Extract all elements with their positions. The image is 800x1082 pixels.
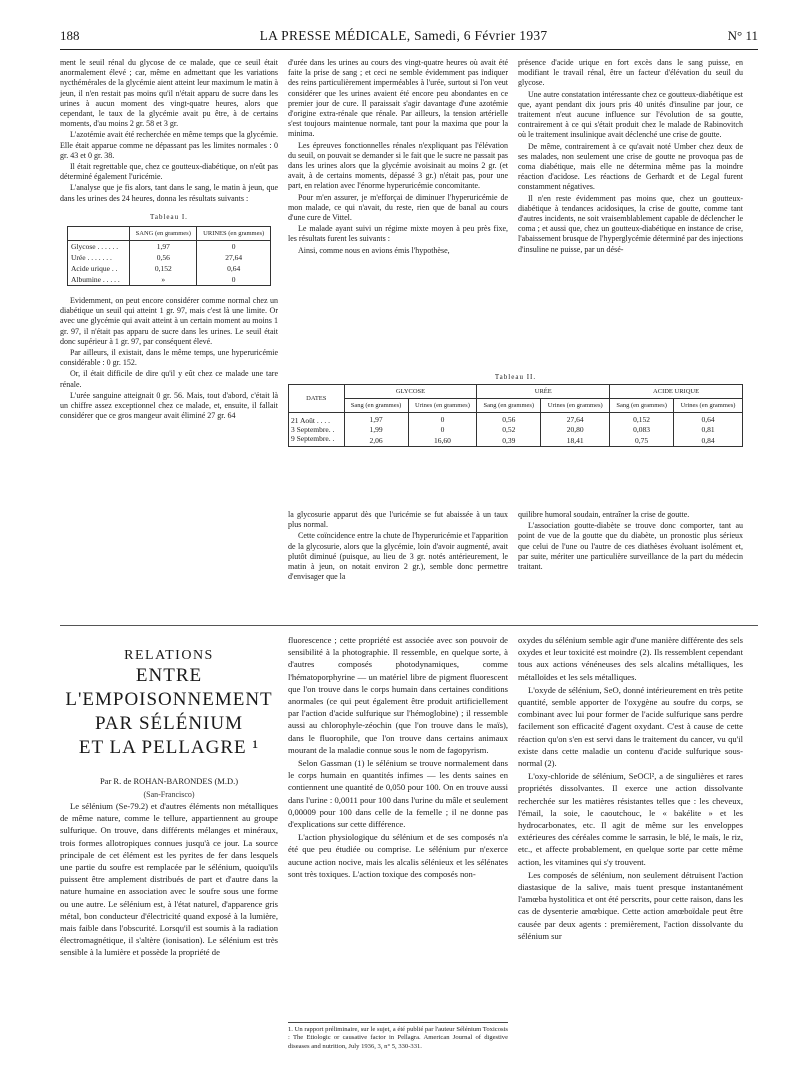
cell: 0,56 [477,413,541,426]
paragraph: Par ailleurs, il existait, dans le même temps, une hyperuricémie considérable : 0 gr. 152. [60,348,278,368]
paragraph: présence d'acide urique en fort excès dans le sang puisse, en modifiant le travail rénal, être un facteur d'élévation du seuil du glycose. [518,58,743,88]
cell: 1,97 [344,413,408,426]
paragraph: De même, contrairement à ce qu'avait noté Umber chez deux de ses malades, non seulement une crise de goutte ne provoqua pas de coma diabétique, mais elle ne détermina même pas la moindre réaction d'acidose. Les réactions de Gerhardt et de Legal furent constamment négatives. [518,141,743,192]
paragraph: quilibre humoral soudain, entraîner la crise de goutte. [518,510,690,519]
cell: 1,99 [344,425,408,434]
cell: 0,81 [674,425,743,434]
article-title-line: ENTRE L'EMPOISONNEMENT [65,665,273,710]
table-header: DATES [289,385,345,413]
table-row [68,274,271,286]
paragraph: L'analyse que je fis alors, tant dans le sang, le matin à jeun, que dans les urines des 24 heures, donna les résultats suivants : [60,183,278,203]
table-subheader: Sang (en grammes) [477,399,541,413]
column-2-top [288,58,508,257]
paragraph: Il n'en reste évidemment pas moins que, chez un goutteux-diabétique à tendances acidosiques, la crise de goutte, comme tant d'autres incidents, ne soit vraisemblablement capable de déclencher le coma ; et aussi que, chez un goutteux-diabétique en instance de crise, l'abaissement brusque de l'hyperglycémie déterminé par des injections d'insuline ne puisse, par un désé- [518,193,743,254]
cell: 0 [408,413,477,426]
table-header: GLYCOSE [344,385,477,399]
article-title-line: PAR SÉLÉNIUM [94,713,243,734]
paragraph: Le sélénium (Se-79.2) et d'autres éléments non métalliques de même nature, comme le tellure, appartiennent au groupe sulfurique. On trouve, dans différents mélanges et minéraux, trois formes allotropiques connues jusqu'à ce jour. La source principale de cet élément est les pyrites de fer dans lesquels une partie du soufre est remplacée par le sélénium, quoiqu'ils puissent être amplement distribués de part et d'autre dans la nature humaine en association avec le soufre sous une forme ou une autre. Le sélénium est, à l'état naturel, d'apparence gris métal, bon conducteur d'électricité quand exposé à la lumière, mais faible dans l'obscurité. Lorsqu'il est soumis à la radiation électromagnétique, il s'altère (ionisation). Le sélénium est très sensible à la lumière et possède la propriété de [60,801,278,958]
cell: 2,06 [344,434,408,447]
paragraph: L'association goutte-diabète se trouve donc comporter, tant au point de vue de la goutte que du diabète, un pronostic plus sérieux que celui de l'une ou l'autre de ces diathèses évoluant isolément et, par suite, mériter une particulière surveillance de la part du médecin traitant. [518,521,743,572]
cell: 0,39 [477,434,541,447]
table-subheader: Sang (en grammes) [610,399,674,413]
paragraph: Le malade ayant suivi un régime mixte moyen à peu près fixe, les résultats furent les suivants : [288,224,508,244]
paragraph: Ainsi, comme nous en avions émis l'hypothèse, [298,245,450,255]
column-3-top [518,58,743,256]
paragraph: L'action physiologique du sélénium et de ses composés n'a été que peu étudiée ou comprise. Le sélénium pur n'exerce aucune action nocive, mais les alcalis sélénieux et les sélénates sont très toxiques. L'action toxique des composés non- [288,832,508,879]
table-row [68,252,271,263]
cell: » [130,274,197,286]
paragraph: d'urée dans les urines au cours des vingt-quatre heures où avait été faite la prise de sang ; et ceci ne semble évidemment pas indiquer des reins particulièrement imperméables à l'urée, surtout si l'on veut considérer que les urines avaient été encore peu abondantes en ce premier jour de cure. Il paraissait s'agir davantage d'une azotémie d'origine extra-rénale que rénale. Par ailleurs, la tension artérielle s'est toujours maintenue normale, tant pour la maxima que pour la minima. [288,58,508,139]
cell: 1,97 [130,241,197,253]
paragraph: Evidemment, on peut encore considérer comme normal chez un diabétique un seuil qui atteint 1 gr. 97, mais c'est là une limite. Or avec une glycémie qui avait atteint à un certain moment au moins 1 gr. 97, il n'était pas apparu de sucre dans les urines. Le seuil était donc supérieur à 1 gr. 97, par conséquent élevé. [60,296,278,346]
column-3-after-table [518,510,743,573]
cell: Urée . . . . . . . [71,253,112,263]
cell: 0 [197,274,271,286]
paragraph: Pour m'en assurer, je m'efforçai de diminuer l'hyperuricémie de mon malade, ce qui n'avait, du reste, rien que de banal au cours d'une cure de Vittel. [288,192,508,223]
table-subheader: Urines (en grammes) [541,399,610,413]
cell: 16,60 [408,434,477,447]
cell: Acide urique . . [71,264,118,274]
cell: 21 Août . . . . [289,413,345,426]
article-author: Par R. de ROHAN-BARONDES (M.D.) [99,776,239,786]
cell: 20,80 [541,425,610,434]
paragraph: Les composés de sélénium, non seulement détruisent l'action diastasique de la salive, mais tuent presque instantanément l'amœba hystolitica et ont été perscrits, pour cette raison, dans les cas de dysenterie amœbique. Cette action amœboïdale peut être causée par deux agents : premièrement, l'action dissolvante du sélénium sur [518,869,743,941]
paragraph: L'oxyde de sélénium, SeO, donné intérieurement en très petite quantité, semble apporter de l'oxygène au soufre du corps, se combinant avec lui pour former de l'acide sulfurique sans perdre facilement son efficacité d'agent oxydant. C'est à cause de cette réaction qu'on s'en est servi dans le traitement du cancer, vu qu'il existe dans cette maladie un contenu d'acide sulfurique sous-normal (2). [518,684,743,769]
table-header: URINES (en grammes) [197,227,271,241]
cell: 27,64 [197,252,271,263]
table-2-block [288,373,743,447]
page-number: 188 [60,28,80,43]
paragraph: L'oxy-chloride de sélénium, SeOCl², a de singulières et rares propriétés dissolvantes. Il exerce une action dissolvante recherchée sur les matières résistantes telles que : les cheveux, l'émail, la soie, le caoutchouc, le « bakélite » et les hydrocarbonates, etc. Il agit de même sur les enveloppes extérieures des céréales comme le sarrasin, le blé, le maïs, le riz, etc., et affecte probablement, en quelque sorte par cette même action, les vitamines qui s'y trouvent. [518,771,743,867]
table-subheader: Sang (en grammes) [344,399,408,413]
article-title-small: RELATIONS [124,648,214,663]
column-2-after-table [288,510,508,583]
table-subheader: Urines (en grammes) [674,399,743,413]
cell: 0,64 [674,413,743,426]
paragraph: L'urée sanguine atteignait 0 gr. 56. Mais, tout d'abord, c'était là un chiffre assez exceptionnel chez ce malade, et, ensuite, il fallait considérer que ce gros mangeur avait éliminé 27 gr. 64 [60,390,278,421]
running-header [60,28,758,50]
cell: 0,52 [477,425,541,434]
paragraph: L'azotémie avait été recherchée en même temps que la glycémie. Elle était apparue comme ne dépassant pas les limites normales : 0 gr. 43 et 0 gr. 38. [60,130,278,160]
cell: 0,56 [130,252,197,263]
cell: 0,152 [130,263,197,274]
article-title-line: ET LA PELLAGRE ¹ [78,737,260,758]
table-header: URÉE [477,385,610,399]
table-1-caption: Tableau I. [150,212,188,221]
paragraph: ment le seuil rénal du glycose de ce malade, que ce seuil était anormalement élevé ; car, même en admettant que les variations nycthémérales de la glycémie aient atteint leur maximum le matin à jeun, il n'en restait pas moins qu'il n'était apparu de sucre dans les urines à aucun moment des vingt-quatre heures, alors que cependant, le taux de la glycémie avait pu être, à de certains moments, d'au moins 2 gr. 58 et 3 gr. [60,58,278,129]
table-header: SANG (en grammes) [130,227,197,241]
cell: 27,64 [541,413,610,426]
table-row [68,263,271,274]
cell: 0 [408,425,477,434]
paragraph: Une autre constatation intéressante chez ce goutteux-diabétique est que, ayant pendant dix jours pris 40 unités d'insuline par jour, ce traitement n'eut aucune influence sur l'évolution de sa goutte, contrairement à ce qui s'était produit chez le malade de Rabinovitch où le traitement insulinique avait déclenché une crise de goutte. [518,89,743,140]
article-title-block [60,648,278,799]
article-column-1 [60,800,278,960]
table-1 [67,226,271,286]
paragraph: fluorescence ; cette propriété est associée avec son pouvoir de sensibilité à la photographie. Il ressemble, en quelque sorte, à d'autres composés photodynamiques, comme l'hématoporphyrine — un matériel libre de pigment fluorescent que l'on trouve dans le corps humain dans certaines conditions anormales (ce qui peut également être produit artificiellement par l'action d'acide sulfurique sur l'hémoglobine) ; il ressemble aussi au chlorophyle-zéochin (que l'on trouve dans le maïs), dans le fluorophile, que l'on trouve dans certains animaux mourant de la maladie connue sous le nom de fagopyrism. [288,635,508,755]
table-header [68,227,130,241]
cell: 0,64 [197,263,271,274]
footnote: 1. Un rapport préliminaire, sur le sujet, a été publié par l'auteur Sélénium Toxicosis : The Etiologic or causative factor in Pellagra. American Journal of digestive diseases and nutrition, July 1936, 3, n° 5, 330-331. [288,1022,508,1051]
cell: 0,083 [610,425,674,434]
paragraph: Cette coïncidence entre la chute de l'hyperuricémie et l'apparition de la glycosurie, alors que la glycémie, loin d'avoir augmenté, avait plutôt diminué (puisque, au lieu de 3 gr. notés antérieurement, le matin à jeun, on notait environ 2 gr.), semble donc permettre d'envisager que la [288,531,508,582]
article-column-3 [518,634,743,943]
cell: 18,41 [541,434,610,447]
cell: 0,152 [610,413,674,426]
table-2-caption: Tableau II. [494,373,537,381]
cell: 0,84 [674,434,743,447]
journal-title: LA PRESSE MÉDICALE, Samedi, 6 Février 1937 [259,28,548,43]
table-header: ACIDE URIQUE [610,385,743,399]
paragraph: Il était regrettable que, chez ce goutteux-diabétique, on n'eût pas déterminé également l'uricémie. [60,162,278,182]
article-location: (San-Francisco) [143,790,195,799]
paragraph: la glycosurie apparut dès que l'uricémie se fut abaissée à un taux plus normal. [288,510,508,530]
cell: 0,75 [610,434,674,447]
paragraph: Les épreuves fonctionnelles rénales n'expliquant pas l'élévation du seuil, on pouvait se demander si le fait que le sucre ne passait pas dans les urines alors que la glycémie avoisinait au moins 2 gr. (et avait, à de certains moments, dépassé 3 gr.) n'était pas, pour une part, en relation avec l'énorme hyperuricémie concomitante. [288,140,508,191]
column-1-top [60,58,278,422]
cell: Glycose . . . . . . [71,242,119,252]
article-column-2 [288,634,508,881]
article-divider [60,625,758,626]
cell: Albumine . . . . . [71,275,120,285]
table-row [289,425,743,434]
cell: 9 Septembre. . [289,434,345,447]
table-2 [288,384,743,447]
table-row [289,434,743,447]
table-subheader: Urines (en grammes) [408,399,477,413]
table-row [289,413,743,426]
table-row [68,241,271,253]
paragraph: oxydes du sélénium semble agir d'une manière différente des sels oxydes et leur toxicité est moindre (2). Ils ressemblent cependant tous aux actions vénéneuses des sels alcalins métalliques, les métalloïdes et les sels métalliques. [518,635,743,682]
paragraph: Selon Gassman (1) le sélénium se trouve normalement dans le corps humain en quantités infimes — les dents saines en contiennent une quantité de 0,050 pour 100. On en trouve aussi dans l'urine : 0,0011 pour 100 dans l'urine du mâle et seulement 0,00009 pour 100 dans celle de la femelle ; il ne donne pas d'explications sur cette différence. [288,758,508,830]
cell: 3 Septembre. . [289,425,345,434]
cell: 0 [197,241,271,253]
paragraph: Or, il était difficile de dire qu'il y eût chez ce malade une tare rénale. [60,369,278,389]
issue-number: N° 11 [727,28,758,43]
